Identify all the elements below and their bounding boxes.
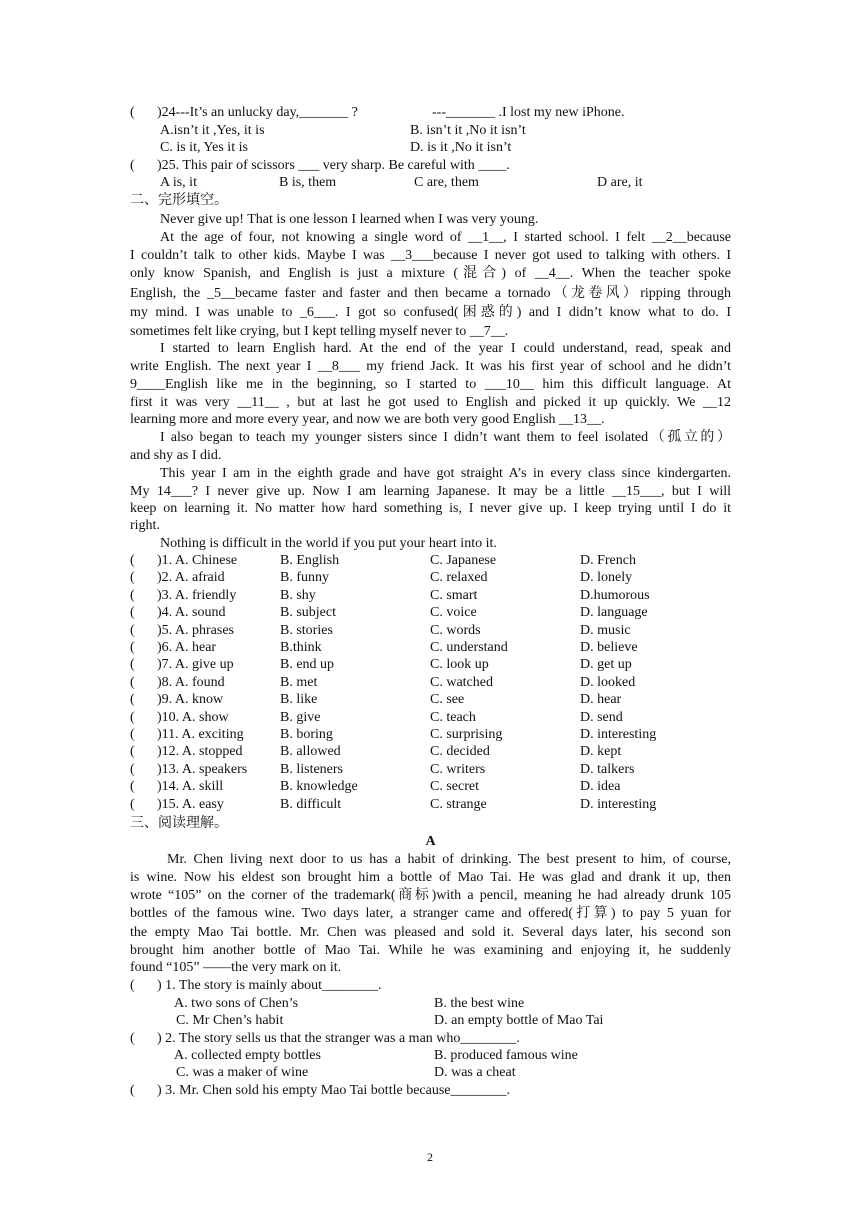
option-a: )1. A. Chinese [157,553,238,568]
option-c: C. Mr Chen’s habit [176,1013,284,1028]
options-row [130,995,731,1013]
option-b: B. difficult [280,796,342,812]
option-d: D. lonely [580,570,633,586]
option-d: D. send [580,709,623,725]
cloze-option-row [130,743,731,761]
option-a: )9. A. know [157,692,224,708]
passage-label: A [425,834,436,849]
option-a: )13. A. speakers [157,761,248,777]
cloze-option-row [130,604,731,622]
option-b: B. boring [280,727,333,742]
cloze-option-row [130,691,731,709]
passage-line: the empty Mao Tai bottle. Mr. Chen was pleased and sold it. Several days later, his second son [130,925,731,940]
option-b: B. like [280,692,318,708]
answer-paren: ( [130,727,135,742]
options-row [130,174,731,192]
cloze-line: At the age of four, not knowing a single word of __1__, I started school. I felt __2__because [160,230,731,245]
option-d: D. kept [580,744,622,760]
section-heading: 三、阅读理解。 [130,816,228,831]
passage-line: brought him another bottle of Mao Tai. While he was examining and enjoying it, he suddenly [130,943,731,958]
passage-line: bottles of the famous wine. Two days later, a stranger came and offered(打算) to pay 5 yuan for [130,906,731,921]
answer-paren: ( [130,709,135,725]
option-c: C. words [430,622,481,638]
option-a: )11. A. exciting [157,727,244,742]
option-c: C. writers [430,761,486,777]
cloze-line: I couldn’t talk to other kids. Maybe I was __3___because I never got used to talking with others. I [130,248,731,263]
option-b: B. funny [280,570,329,586]
option-d: D. interesting [580,727,657,742]
option-d: D. talkers [580,761,635,777]
passage-line: Mr. Chen living next door to us has a habit of drinking. The best present to him, of course, [167,852,731,867]
option-a: )4. A. sound [157,605,226,621]
option-c: C. smart [430,587,478,603]
cloze-option-row [130,709,731,727]
option-b: B.think [280,640,322,655]
option-d: D. language [580,605,648,621]
cloze-line: my mind. I was unable to _6___. I got so confused(困惑的) and I didn’t know what to do. I [130,305,731,320]
option-a: )2. A. afraid [157,570,225,586]
option-d: D. an empty bottle of Mao Tai [434,1013,604,1028]
option-c: C. was a maker of wine [176,1065,309,1080]
answer-paren: ( [130,692,135,708]
option-d: D. get up [580,657,632,673]
option-d: D. looked [580,674,636,690]
option-c: C. decided [430,744,490,760]
option-a: )10. A. show [157,709,229,725]
reading-question-1: ( ) 1. The story is mainly about________. [130,978,382,993]
option-b: B. end up [280,657,335,673]
cloze-option-row [130,622,731,640]
option-b: B. listeners [280,761,343,777]
option-a: )12. A. stopped [157,744,243,760]
option-b: B. stories [280,622,333,638]
option-c: C. understand [430,640,508,655]
cloze-option-row [130,778,731,796]
option-a: )14. A. skill [157,779,224,795]
answer-paren: ( [130,622,135,638]
answer-paren: ( [130,779,135,795]
option-d: D. was a cheat [434,1065,516,1080]
question-stem: )24---It’s an unlucky day,_______ ? [157,105,358,120]
option-c: C. relaxed [430,570,488,586]
cloze-paragraph: Never give up! That is one lesson I learned when I was very young. [160,212,539,227]
option-a: A. collected empty bottles [174,1048,321,1063]
option-b: B. give [280,709,321,725]
option-c: C. secret [430,779,479,795]
cloze-line: right. [130,518,160,533]
question-stem: ) 2. The story sells us that the stranger was a man who________. [157,1031,520,1046]
option-d: D.humorous [580,587,650,603]
option-b: B. met [280,674,318,690]
cloze-option-row [130,726,731,744]
cloze-option-row [130,674,731,692]
options-row [130,1047,731,1065]
page-number: 2 [427,1150,433,1164]
cloze-option-row [130,639,731,657]
options-row [130,139,731,157]
answer-paren: ( [130,605,135,621]
answer-paren: ( [130,761,135,777]
option-c: C. surprising [430,727,503,742]
passage-line: found “105” ——the very mark on it. [130,960,342,975]
question-reply: ---_______ .I lost my new iPhone. [432,105,625,120]
option-c: C are, them [414,175,479,190]
cloze-option-row [130,569,731,587]
option-d: D. interesting [580,796,657,812]
reading-question-3: ( ) 3. Mr. Chen sold his empty Mao Tai bottle because________. [130,1083,510,1098]
option-a: )6. A. hear [157,640,217,655]
cloze-option-row [130,587,731,605]
option-b: B is, them [279,175,337,190]
cloze-line: first it was very __11__ , but at last he got used to English and picked it up quickly. We __12 [130,395,731,410]
answer-paren: ( [130,674,135,690]
passage-line: is wine. Now his eldest son brought him a bottle of Mao Tai. He was glad and drank it up, then [130,870,731,885]
section-heading: 二、完形填空。 [130,193,228,208]
option-d: D are, it [597,175,643,190]
option-a: )7. A. give up [157,657,234,673]
option-d: D. idea [580,779,621,795]
option-a: A.isn’t it ,Yes, it is [160,123,265,138]
question-stem: ) 3. Mr. Chen sold his empty Mao Tai bottle because________. [157,1083,510,1098]
cloze-option-row [130,656,731,674]
option-b: B. produced famous wine [434,1048,578,1063]
answer-paren: ( [130,158,135,173]
option-d: D. French [580,553,636,568]
answer-paren: ( [130,570,135,586]
answer-paren: ( [130,744,135,760]
question-stem: )25. This pair of scissors ___ very sharp. Be careful with ____. [157,158,510,173]
cloze-option-row [130,552,731,570]
option-b: B. the best wine [434,996,525,1011]
cloze-option-row [130,796,731,814]
options-row [130,122,731,140]
option-a: A is, it [160,175,197,190]
option-c: C. look up [430,657,489,673]
option-b: B. isn’t it ,No it isn’t [410,123,526,138]
answer-paren: ( [130,796,135,812]
cloze-line: write English. The next year I __8___ my friend Jack. It was his first year of school and he didn’t [130,359,731,374]
question-24 [130,104,731,122]
cloze-option-row [130,761,731,779]
option-b: B. shy [280,587,316,603]
cloze-line: only know Spanish, and English is just a mixture (混合) of __4__. When the teacher spoke [130,266,731,281]
cloze-line: I also began to teach my younger sisters since I didn’t want them to feel isolated（孤立的） [160,430,731,445]
cloze-line: 9____English like me in the beginning, so I started to ___10__ him this difficult language. At [130,377,731,392]
answer-paren: ( [130,105,135,120]
option-b: B. knowledge [280,779,358,795]
cloze-line: and shy as I did. [130,448,222,463]
option-b: B. English [280,553,340,568]
option-c: C. is it, Yes it is [160,140,248,155]
option-a: )3. A. friendly [157,587,237,603]
cloze-line: English, the _5__became faster and faster and then became a tornado（龙卷风）ripping through [130,286,731,301]
option-a: )5. A. phrases [157,622,234,638]
cloze-line: My 14___? I never give up. Now I am learning Japanese. It may be a little __15___, but I will [130,484,731,499]
cloze-line: I started to learn English hard. At the end of the year I could understand, read, speak and [160,341,731,356]
cloze-line: learning more and more every year, and now we are both very good English __13__. [130,412,605,427]
option-c: C. Japanese [430,553,497,568]
option-d: D. music [580,622,631,638]
option-c: C. watched [430,674,493,690]
reading-question-2: ( ) 2. The story sells us that the stranger was a man who________. [130,1031,520,1046]
option-c: C. voice [430,605,477,621]
answer-paren: ( [130,640,135,655]
option-b: B. subject [280,605,336,621]
options-row [130,1012,731,1030]
answer-paren: ( [130,657,135,673]
option-d: D. is it ,No it isn’t [410,140,512,155]
option-c: C. teach [430,709,476,725]
option-d: D. believe [580,640,638,655]
cloze-line: sometimes felt like crying, but I kept telling myself never to __7__. [130,324,509,339]
answer-paren: ( [130,587,135,603]
cloze-line: keep on learning it. No matter how hard something is, I never give up. I keep trying until I do it [130,501,731,516]
option-a: A. two sons of Chen’s [174,996,299,1011]
option-a: )15. A. easy [157,796,224,812]
options-row [130,1064,731,1082]
option-b: B. allowed [280,744,341,760]
cloze-line: This year I am in the eighth grade and have got straight A’s in every class since kindergarten. [160,466,731,481]
cloze-closing: Nothing is difficult in the world if you put your heart into it. [160,536,497,551]
answer-paren: ( [130,553,135,568]
option-c: C. strange [430,796,487,812]
option-c: C. see [430,692,465,708]
passage-line: wrote “105” on the corner of the trademark(商标)with a pencil, meaning he had already drunk 105 [130,888,731,903]
option-d: D. hear [580,692,622,708]
question-25 [130,157,731,175]
question-stem: ) 1. The story is mainly about________. [157,978,382,993]
option-a: )8. A. found [157,674,225,690]
